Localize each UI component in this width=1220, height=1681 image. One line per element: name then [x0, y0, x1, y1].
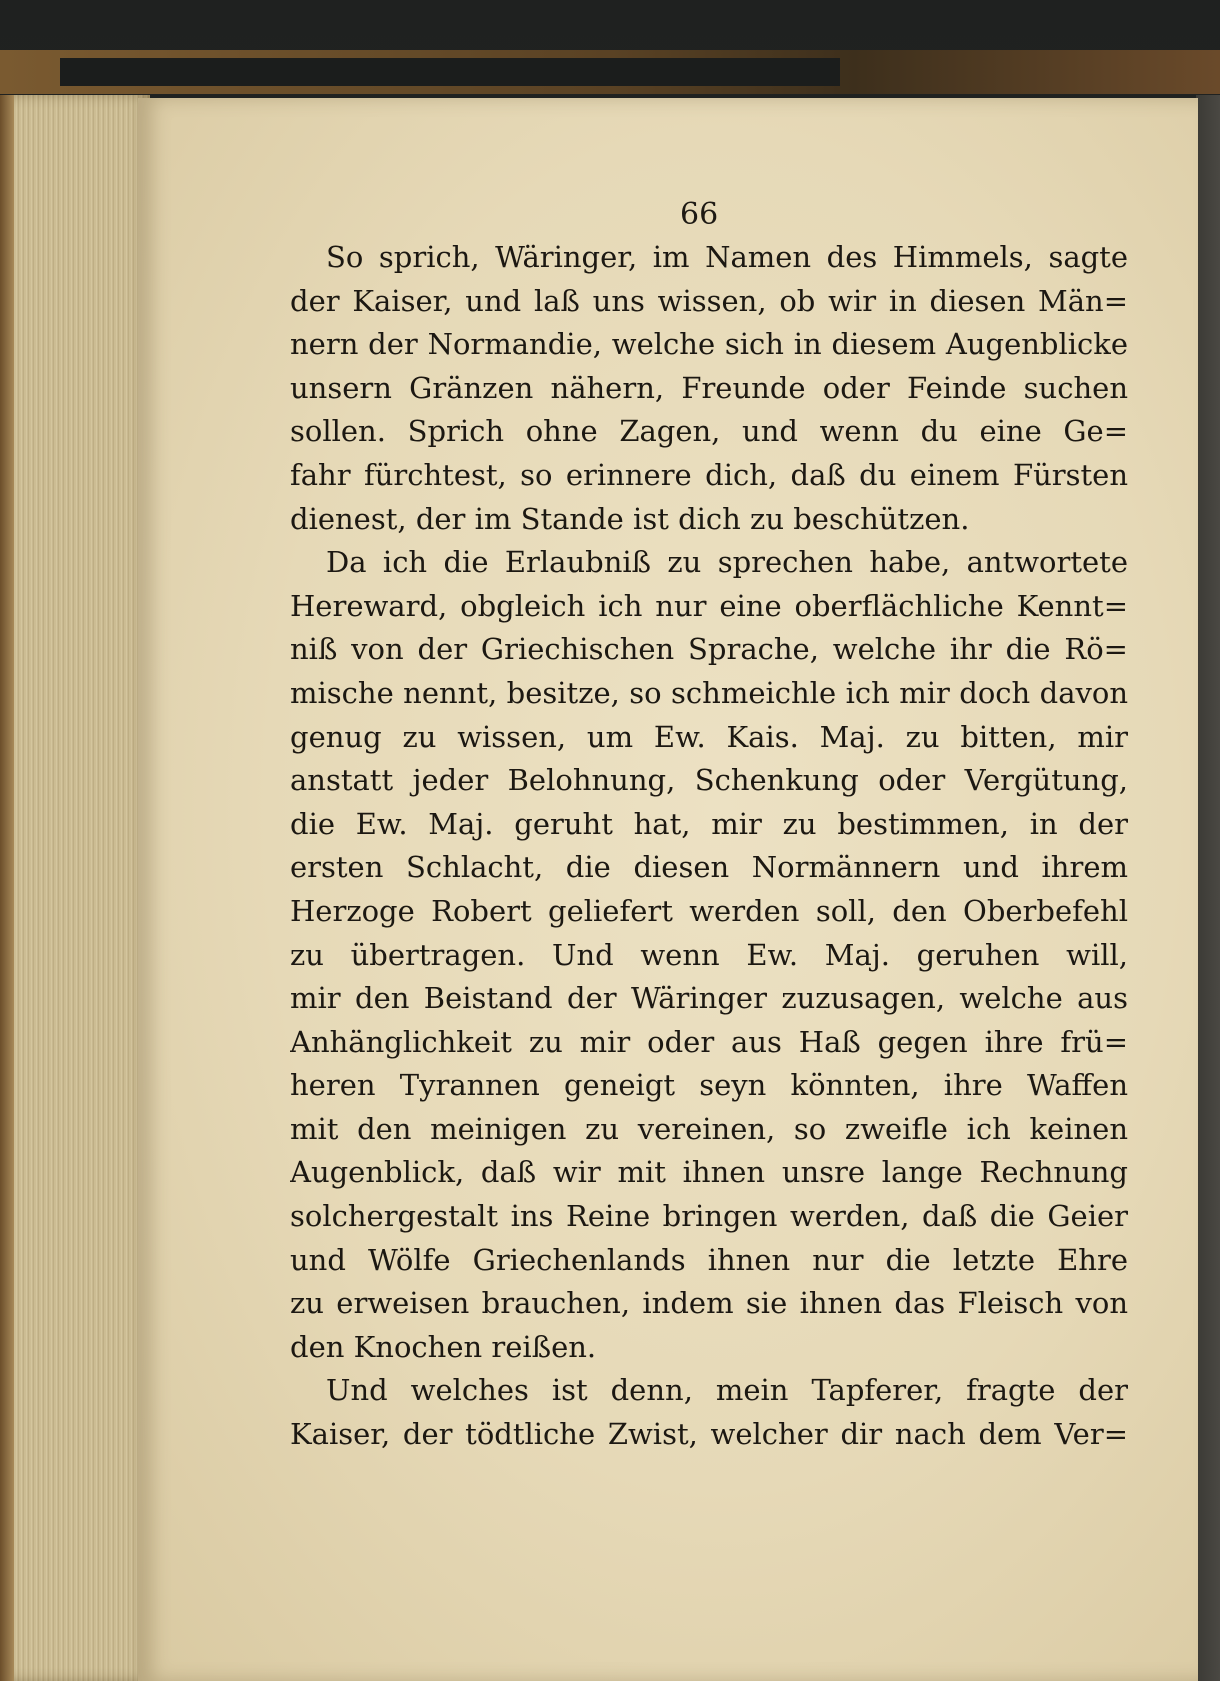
text-line: der Kaiser, und laß uns wissen, ob wir in diesen Män=	[290, 283, 1128, 318]
text-line: mische nennt, besitze, so schmeichle ich mir doch davon	[290, 675, 1128, 710]
text-line: nern der Normandie, welche sich in diesem Augenblicke	[290, 327, 1128, 362]
text-line: So sprich, Wäringer, im Namen des Himmels, sagte	[326, 240, 1128, 274]
text-line: unsern Gränzen nähern, Freunde oder Feinde suchen	[290, 370, 1128, 405]
text-line: die Ew. Maj. geruht hat, mir zu bestimmen, in der	[290, 806, 1128, 841]
text-line: Herzoge Robert geliefert werden soll, den Oberbefehl	[290, 893, 1128, 928]
text-line: Kaiser, der tödtliche Zwist, welcher dir nach dem Ver=	[290, 1417, 1128, 1452]
text-line: Und welches ist denn, mein Tapferer, fragte der	[326, 1373, 1128, 1408]
text-line: niß von der Griechischen Sprache, welche ihr die Rö=	[290, 632, 1128, 667]
text-line: mit den meinigen zu vereinen, so zweifle ich keinen	[290, 1111, 1128, 1146]
text-line: fahr fürchtest, so erinnere dich, daß du einem Fürsten	[290, 457, 1128, 492]
book-spine-shadow	[60, 58, 840, 86]
text-line: den Knochen reißen.	[290, 1329, 597, 1364]
text-line: dienest, der im Stande ist dich zu beschützen.	[290, 501, 970, 536]
text-line: solchergestalt ins Reine bringen werden, daß die Geier	[290, 1199, 1128, 1234]
text-line: anstatt jeder Belohnung, Schenkung oder Vergütung,	[290, 763, 1128, 798]
text-line: und Wölfe Griechenlands ihnen nur die letzte Ehre	[290, 1242, 1128, 1277]
text-line: mir den Beistand der Wäringer zuzusagen, welche aus	[290, 981, 1128, 1016]
text-line: heren Tyrannen geneigt seyn könnten, ihre Waffen	[290, 1068, 1128, 1103]
text-line: Anhänglichkeit zu mir oder aus Haß gegen ihre frü=	[290, 1024, 1128, 1059]
page-number: 66	[680, 197, 719, 232]
text-line: Augenblick, daß wir mit ihnen unsre lange Rechnung	[290, 1155, 1128, 1190]
book-binding	[0, 95, 14, 1681]
text-line: Da ich die Erlaubniß zu sprechen habe, antwortete	[326, 545, 1128, 580]
text-line: genug zu wissen, um Ew. Kais. Maj. zu bitten, mir	[290, 719, 1128, 754]
text-line: sollen. Sprich ohne Zagen, und wenn du eine Ge=	[290, 414, 1128, 449]
text-line: ersten Schlacht, die diesen Normännern und ihrem	[290, 850, 1128, 885]
text-line: zu übertragen. Und wenn Ew. Maj. geruhen will,	[290, 937, 1128, 972]
page-stack	[0, 95, 150, 1681]
text-line: zu erweisen brauchen, indem sie ihnen das Fleisch von	[290, 1286, 1128, 1321]
page-text	[290, 236, 1128, 1457]
background-edge	[1196, 95, 1220, 1681]
text-line: Hereward, obgleich ich nur eine oberflächliche Kennt=	[290, 588, 1128, 623]
